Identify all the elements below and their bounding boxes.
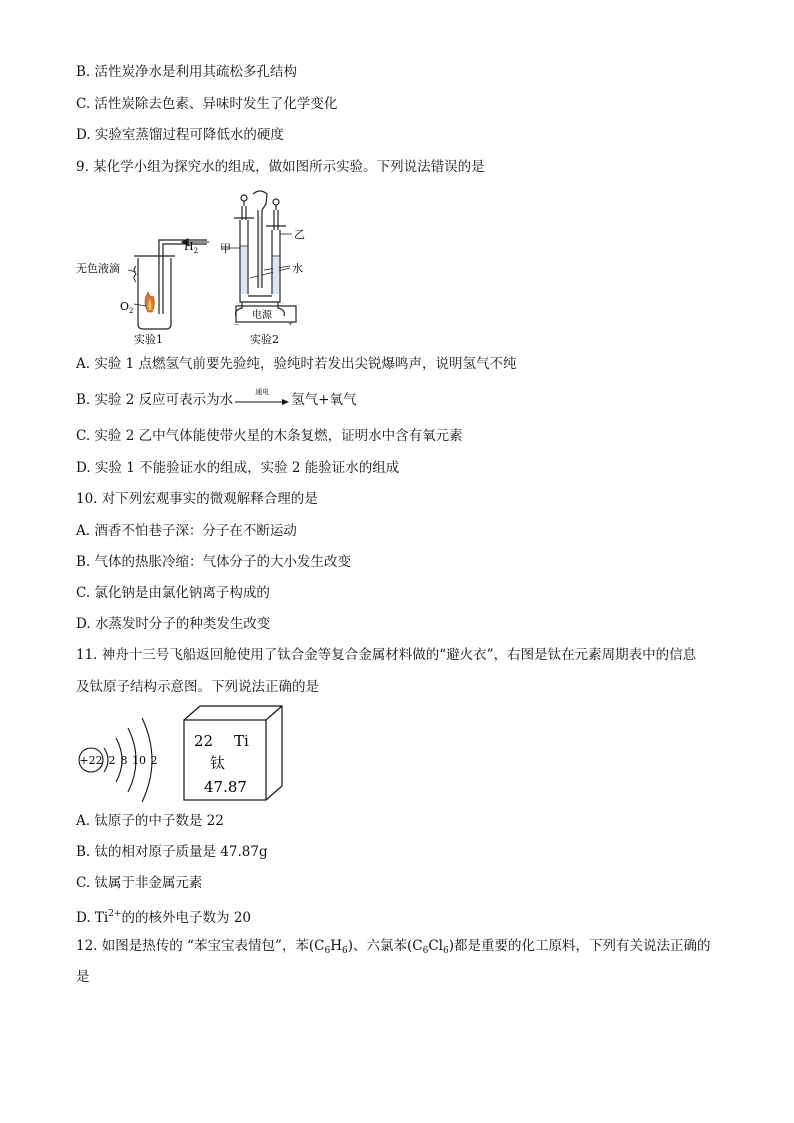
atomic-number: 22 (194, 732, 214, 750)
svg-text:O2 (120, 300, 134, 315)
q11-figure (76, 704, 306, 806)
titanium-atom-diagram (79, 718, 158, 802)
q8-option-c: C. 活性炭除去色素、异味时发生了化学变化 (76, 96, 338, 112)
o2-sub: 2 (129, 307, 134, 315)
q9-option-b-suffix: 氢气+氧气 (291, 392, 357, 408)
q11-option-d-prefix: D. Ti (76, 910, 109, 926)
h2-sub: 2 (193, 247, 199, 255)
svg-text:−: − (234, 321, 240, 328)
q9-stem: 9. 某化学小组为探究水的组成，做如图所示实验。下列说法错误的是 (76, 159, 485, 175)
nucleus-charge: +22 (79, 754, 103, 767)
power-label: 电源 (252, 310, 272, 321)
shell-4-electrons: 2 (150, 754, 158, 767)
svg-text:+: + (288, 321, 294, 328)
q9-option-a: A. 实验 1 点燃氢气前要先验纯，验纯时若发出尖锐爆鸣声，说明氢气不纯 (76, 356, 517, 372)
q11-stem-line2: 及钛原子结构示意图。下列说法正确的是 (76, 679, 319, 695)
q11-option-a: A. 钛原子的中子数是 22 (76, 813, 224, 829)
yi-label: 乙 (294, 228, 305, 241)
q8-option-b: B. 活性炭净水是利用其疏松多孔结构 (76, 64, 298, 80)
water-label: 水 (292, 262, 303, 275)
q12-stem-line2: 是 (76, 969, 90, 985)
q12-stem-line1: 12. 如图是热传的 “苯宝宝表情包”，苯$(C_6H_6)$、六氯苯$(C_6Cl_6)$都是重要的化工原料，下列有关说法正确的 (76, 938, 711, 956)
jia-label: 甲 (220, 242, 231, 255)
q10-option-a: A. 酒香不怕巷子深：分子在不断运动 (76, 523, 297, 539)
q11-option-b: B. 钛的相对原子质量是 47.87g (76, 844, 268, 860)
q9-option-c: C. 实验 2 乙中气体能使带火星的木条复燃，证明水中含有氧元素 (76, 428, 463, 444)
exp2-label: 实验2 (250, 333, 279, 346)
q10-option-d: D. 水蒸发时分子的种类发生改变 (76, 616, 271, 632)
q9-option-b (76, 387, 357, 409)
q9-option-d: D. 实验 1 不能验证水的组成，实验 2 能验证水的组成 (76, 460, 400, 476)
atomic-mass: 47.87 (204, 778, 247, 796)
exp1-label: 实验1 (134, 333, 163, 346)
q8-option-d: D. 实验室蒸馏过程可降低水的硬度 (76, 127, 284, 143)
reaction-condition: 通电 (255, 387, 270, 396)
q10-stem: 10. 对下列宏观事实的微观解释合理的是 (76, 491, 318, 507)
reaction-arrow (235, 387, 289, 408)
q11-option-c: C. 钛属于非金属元素 (76, 875, 203, 891)
q9-option-b-prefix: B. 实验 2 反应可表示为水 (76, 392, 234, 408)
q10-option-b: B. 气体的热胀冷缩：气体分子的大小发生改变 (76, 554, 352, 570)
shell-3-electrons: 10 (132, 754, 146, 767)
q11-stem-line1: 11. 神舟十三号飞船返回舱使用了钛合金等复合金属材料做的“避火衣”，右图是钛在元素周期表中的信息 (76, 647, 697, 663)
q11-option-d (76, 905, 251, 927)
o2-label: O (120, 300, 130, 313)
h2-label: H (184, 240, 194, 253)
ion-charge: 2+ (108, 909, 122, 919)
q11-option-d-suffix: 的的核外电子数为 20 (121, 910, 252, 926)
element-name: 钛 (210, 754, 226, 772)
shell-1-electrons: 2 (108, 754, 116, 767)
shell-2-electrons: 8 (120, 754, 128, 767)
q9-figure (76, 186, 316, 346)
element-symbol: Ti (234, 732, 249, 750)
q10-option-c: C. 氯化钠是由氯化钠离子构成的 (76, 585, 270, 601)
liquid-label: 无色液滴 (76, 262, 120, 275)
